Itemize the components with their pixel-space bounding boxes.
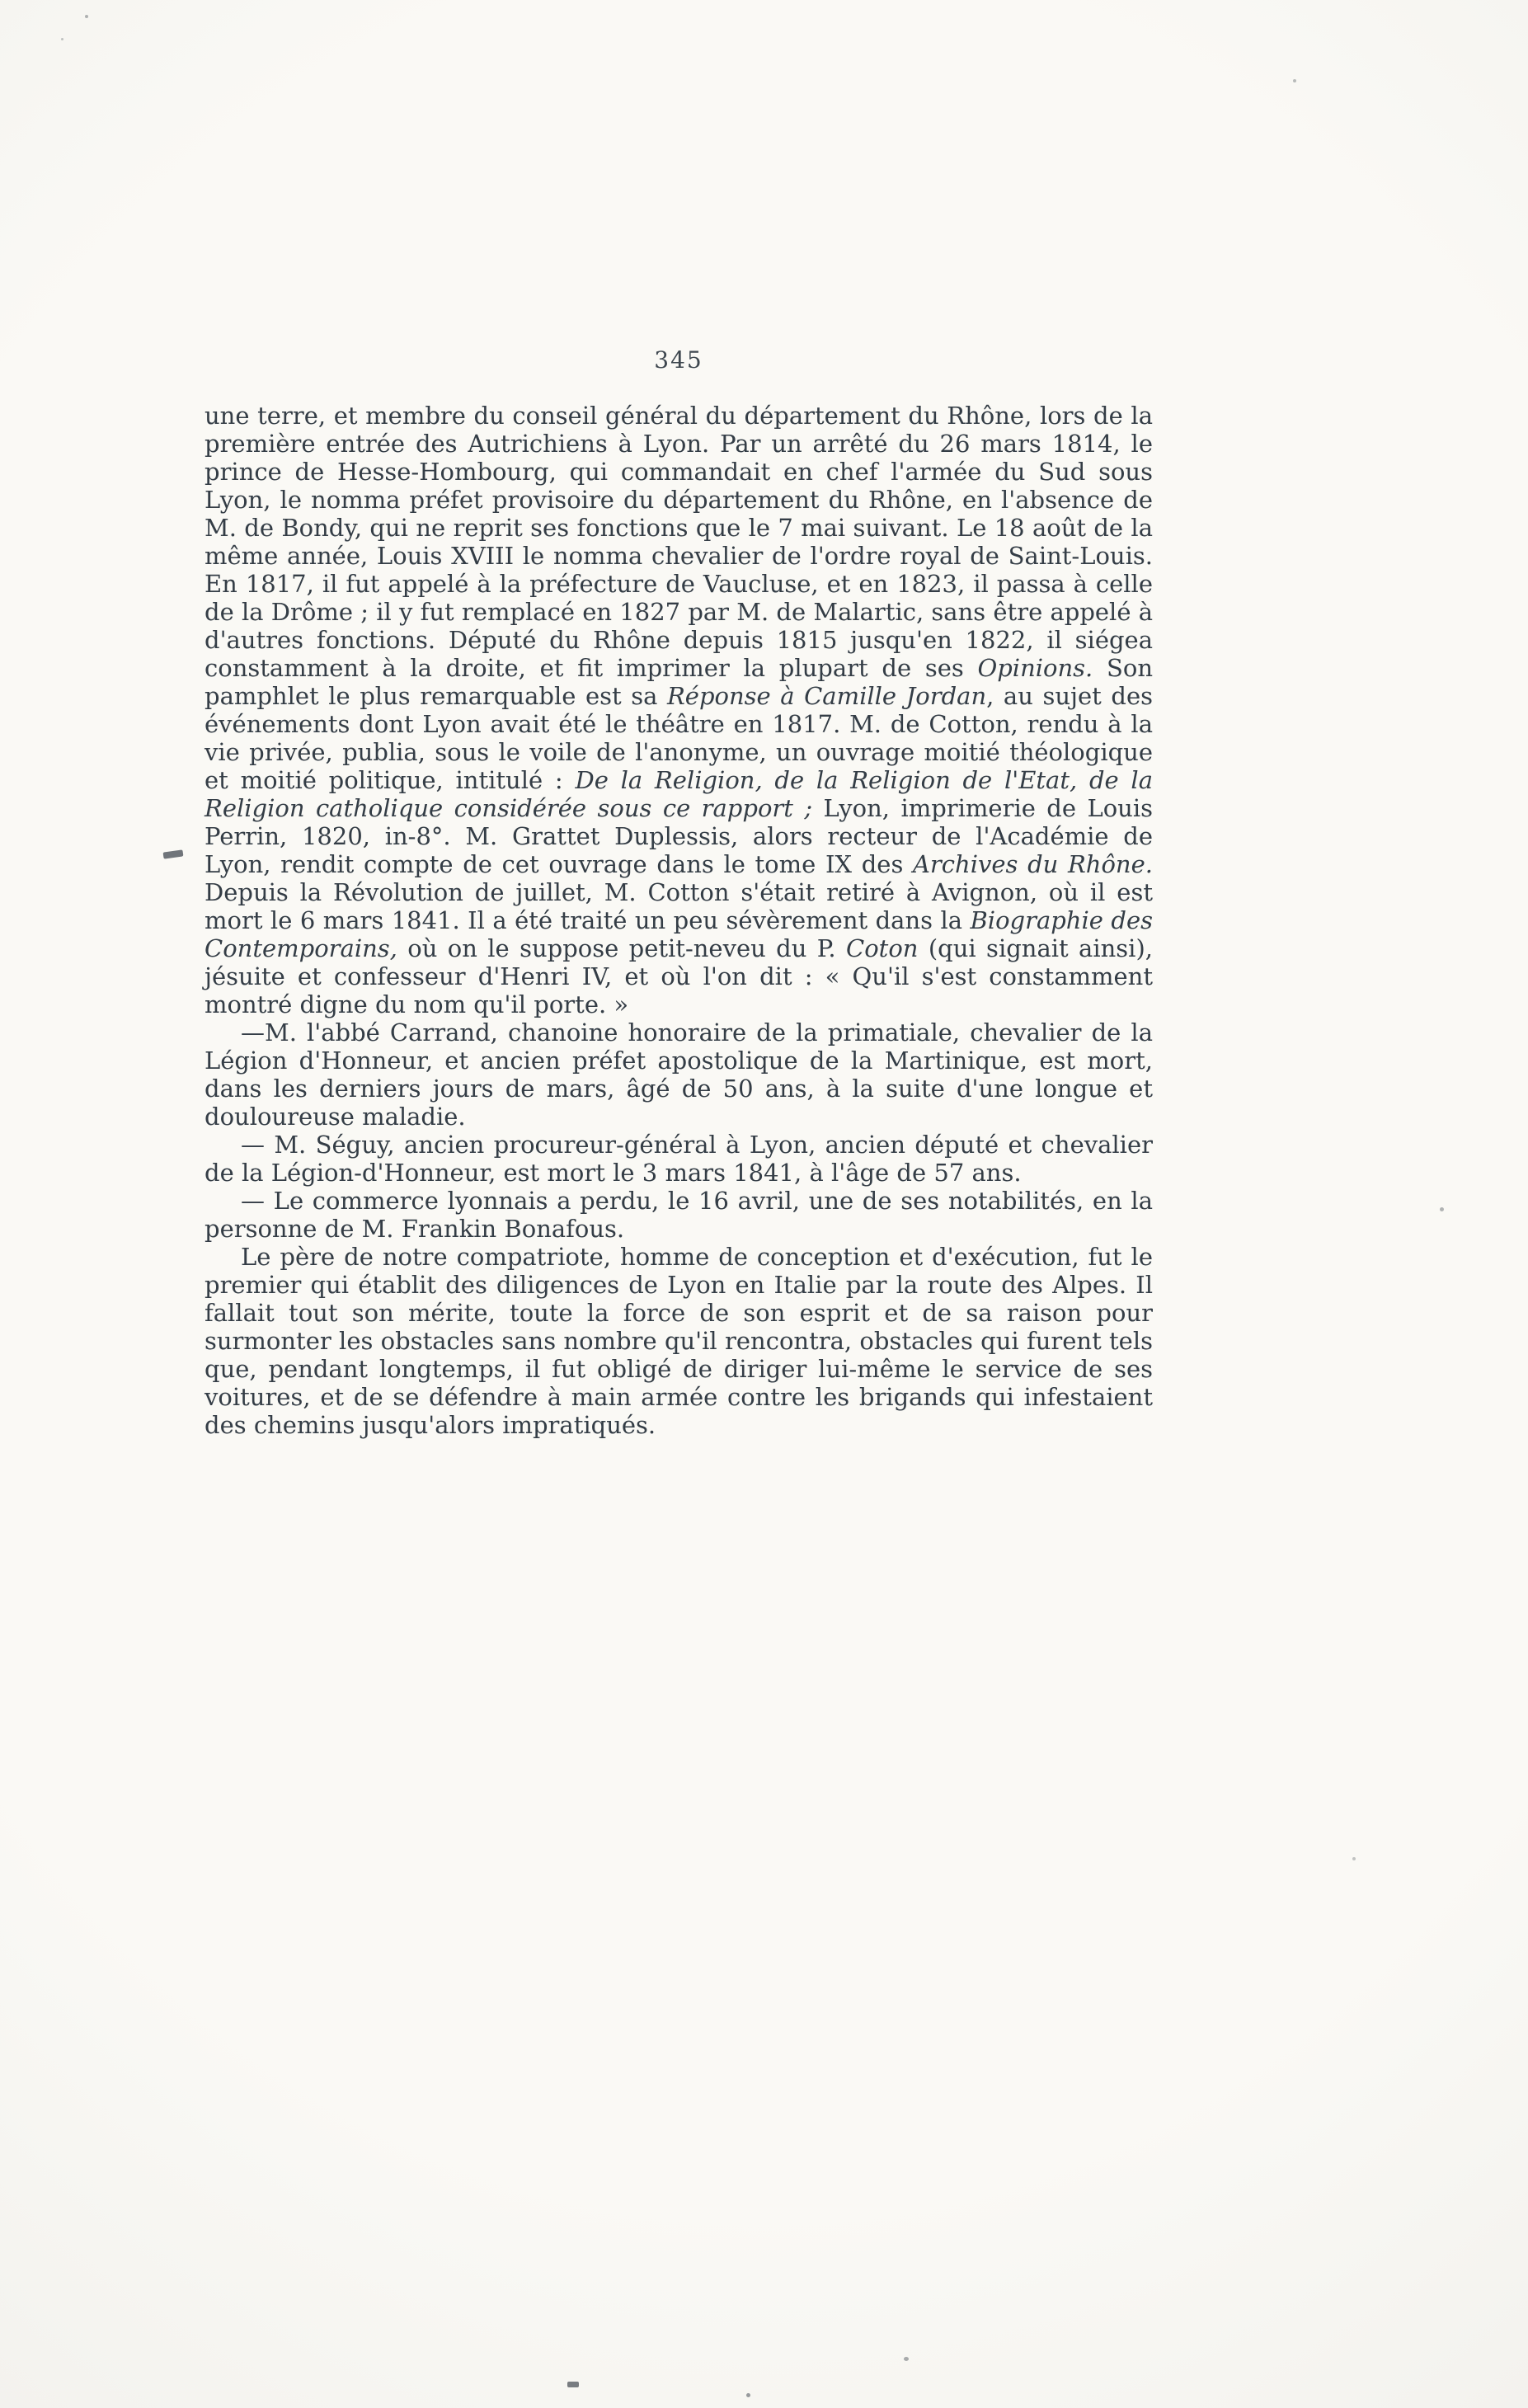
page-number: 345: [654, 346, 703, 374]
text-run: où on le suppose petit-neveu du P.: [397, 934, 847, 962]
text-run: , au sujet des événements dont Lyon avait été le théâtre en 1817. M. de Cotton, rendu à la vie privée, publia, sous le voile de l'anonyme, un ouvrage moitié théologique et moitié politique, intitulé :: [205, 682, 1153, 794]
text-run: Lyon, imprimerie de Louis Perrin, 1820, in-8°. M. Grattet Duplessis, alors recteur de l'Académie de Lyon, rendit compte de cet ouvrage dans le tome IX des: [205, 794, 1153, 878]
text-run: une terre, et membre du conseil général du département du Rhône, lors de la première entrée des Autrichiens à Lyon. Par un arrêté du 26 mars 1814, le prince de Hesse-Hombourg, qui commandait en chef l'armée du Sud sous Lyon, le nomma préfet provisoire du département du Rhône, en l'absence de M. de Bondy, qui ne reprit ses fonctions que le 7 mai suivant. Le 18 août de la même année, Louis XVIII le nomma chevalier de l'ordre royal de Saint-Louis. En 1817, il fut appelé à la préfecture de Vaucluse, et en 1823, il passa à celle de la Drôme ; il y fut remplacé en 1827 par M. de Malartic, sans être appelé à d'autres fonctions. Député du Rhône depuis 1815 jusqu'en 1822, il siégea constamment à la droite, et fit imprimer la plupart de ses: [205, 402, 1153, 682]
scan-speck: [1352, 1857, 1356, 1860]
paragraph: [205, 1018, 1153, 1131]
text-run: Son pamphlet le plus remarquable est sa: [205, 654, 1153, 710]
scan-speck: [85, 15, 88, 18]
text-block: [205, 402, 1153, 1439]
text-run: — Le commerce lyonnais a perdu, le 16 avril, une de ses notabilités, en la personne de M. Frankin Bonafous.: [205, 1187, 1153, 1243]
paragraph: [205, 1187, 1153, 1243]
text-run: Le père de notre compatriote, homme de conception et d'exécution, fut le premier qui établit des diligences de Lyon en Italie par la route des Alpes. Il fallait tout son mérite, toute la force de son esprit et de sa raison pour surmonter les obstacles sans nombre qu'il rencontra, obstacles qui furent tels que, pendant longtemps, il fut obligé de diriger lui-même le service de ses voitures, et de se défendre à main armée contre les brigands qui infestaient des chemins jusqu'alors impratiqués.: [205, 1243, 1153, 1439]
paragraph: [205, 402, 1153, 1018]
italic-text-run: Archives du Rhône.: [912, 850, 1153, 878]
text-run: —M. l'abbé Carrand, chanoine honoraire de la primatiale, chevalier de la Légion d'Honneur, et ancien préfet apostolique de la Martinique, est mort, dans les derniers jours de mars, âgé de 50 ans, à la suite d'une longue et douloureuse maladie.: [205, 1018, 1153, 1131]
italic-text-run: Coton: [846, 934, 919, 962]
text-run: (qui signait ainsi), jésuite et confesseur d'Henri IV, et où l'on dit : « Qu'il s'est constamment montré digne du nom qu'il porte. »: [205, 934, 1153, 1018]
scan-speck: [904, 2357, 909, 2361]
scan-speck: [163, 849, 184, 858]
italic-text-run: Réponse à Camille Jordan: [666, 682, 987, 710]
italic-text-run: Biographie des Contemporains,: [205, 906, 1153, 962]
italic-text-run: De la Religion, de la Religion de l'Etat, de la Religion catholique considérée sous ce rapport ;: [205, 766, 1153, 822]
italic-text-run: Opinions.: [977, 654, 1093, 682]
scan-speck: [1293, 79, 1296, 82]
scan-speck: [61, 38, 63, 40]
scan-speck: [1440, 1207, 1444, 1211]
scan-speck: [746, 2393, 750, 2397]
text-run: — M. Séguy, ancien procureur-général à Lyon, ancien député et chevalier de la Légion-d'Honneur, est mort le 3 mars 1841, à l'âge de 57 ans.: [205, 1131, 1153, 1187]
text-run: Depuis la Révolution de juillet, M. Cotton s'était retiré à Avignon, où il est mort le 6 mars 1841. Il a été traité un peu sévèrement dans la: [205, 878, 1153, 934]
paragraph: [205, 1243, 1153, 1439]
scan-speck: [567, 2382, 579, 2387]
paragraph: [205, 1131, 1153, 1187]
